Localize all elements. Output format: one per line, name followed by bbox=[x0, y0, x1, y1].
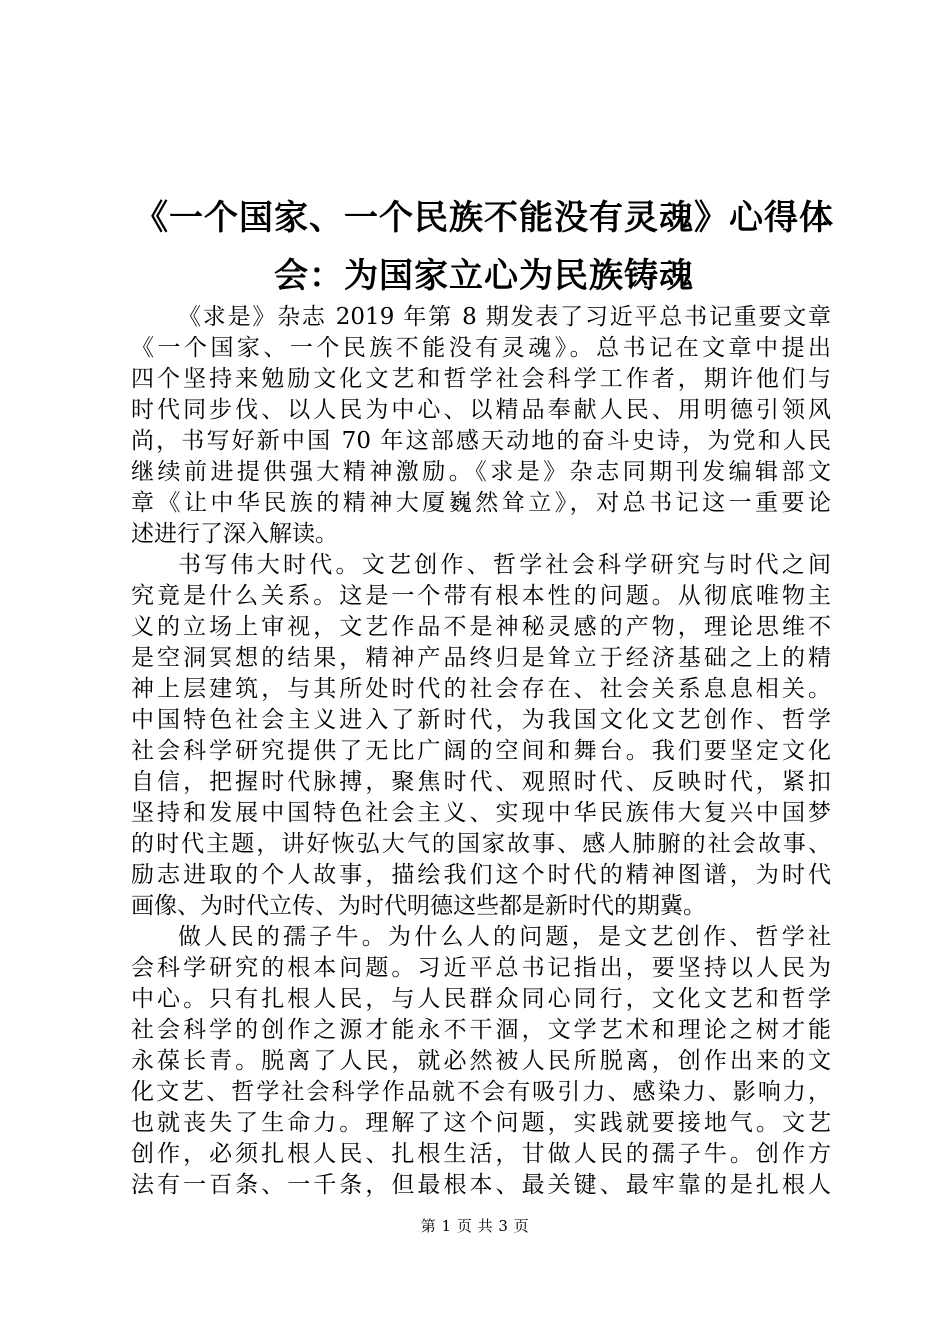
body-line: 时代同步伐、以人民为中心、以精品奉献人民、用明德引领风 bbox=[131, 397, 831, 423]
body-line: 永葆长青。脱离了人民，就必然被人民所脱离，创作出来的文 bbox=[131, 1048, 831, 1074]
body-line: 中心。只有扎根人民，与人民群众同心同行，文化文艺和哲学 bbox=[131, 986, 831, 1012]
body-line: 画像、为时代立传、为时代明德这些都是新时代的期冀。 bbox=[131, 893, 706, 919]
body-line: 会科学研究的根本问题。习近平总书记指出，要坚持以人民为 bbox=[131, 955, 831, 981]
body-line: 坚持和发展中国特色社会主义、实现中华民族伟大复兴中国梦 bbox=[131, 800, 831, 826]
body-line: 自信，把握时代脉搏，聚焦时代、观照时代、反映时代，紧扣 bbox=[131, 769, 831, 795]
body-line: 义的立场上审视，文艺作品不是神秘灵感的产物，理论思维不 bbox=[131, 614, 831, 640]
body-line: 法有一百条、一千条，但最根本、最关键、最牢靠的是扎根人 bbox=[131, 1172, 831, 1198]
body-line: 尚，书写好新中国 70 年这部感天动地的奋斗史诗，为党和人民 bbox=[131, 428, 831, 454]
page-number-footer: 第 1 页 共 3 页 bbox=[420, 1217, 530, 1235]
document-title-line-1: 《一个国家、一个民族不能没有灵魂》心得体 bbox=[134, 198, 834, 238]
body-line: 做人民的孺子牛。为什么人的问题，是文艺创作、哲学社 bbox=[178, 924, 831, 950]
body-line: 中国特色社会主义进入了新时代，为我国文化文艺创作、哲学 bbox=[131, 707, 831, 733]
body-line: 励志进取的个人故事，描绘我们这个时代的精神图谱，为时代 bbox=[131, 862, 831, 888]
body-line: 《一个国家、一个民族不能没有灵魂》。总书记在文章中提出 bbox=[131, 335, 831, 361]
body-line: 社会科学的创作之源才能永不干涸，文学艺术和理论之树才能 bbox=[131, 1017, 831, 1043]
body-line: 也就丧失了生命力。理解了这个问题，实践就要接地气。文艺 bbox=[131, 1110, 831, 1136]
body-line: 述进行了深入解读。 bbox=[131, 521, 338, 547]
body-line: 四个坚持来勉励文化文艺和哲学社会科学工作者，期许他们与 bbox=[131, 366, 831, 392]
body-line: 神上层建筑，与其所处时代的社会存在、社会关系息息相关。 bbox=[131, 676, 831, 702]
body-line: 是空洞冥想的结果，精神产品终归是耸立于经济基础之上的精 bbox=[131, 645, 831, 671]
body-line: 社会科学研究提供了无比广阔的空间和舞台。我们要坚定文化 bbox=[131, 738, 831, 764]
body-line: 创作，必须扎根人民、扎根生活，甘做人民的孺子牛。创作方 bbox=[131, 1141, 831, 1167]
body-line: 继续前进提供强大精神激励。《求是》杂志同期刊发编辑部文 bbox=[131, 459, 831, 485]
body-line: 化文艺、哲学社会科学作品就不会有吸引力、感染力、影响力， bbox=[131, 1079, 831, 1105]
document-title-line-2: 会：为国家立心为民族铸魂 bbox=[274, 256, 694, 296]
body-line: 《求是》杂志 2019 年第 8 期发表了习近平总书记重要文章 bbox=[178, 304, 831, 330]
body-line: 章《让中华民族的精神大厦巍然耸立》，对总书记这一重要论 bbox=[131, 490, 831, 516]
body-line: 书写伟大时代。文艺创作、哲学社会科学研究与时代之间 bbox=[178, 552, 831, 578]
body-line: 的时代主题，讲好恢弘大气的国家故事、感人肺腑的社会故事、 bbox=[131, 831, 831, 857]
body-line: 究竟是什么关系。这是一个带有根本性的问题。从彻底唯物主 bbox=[131, 583, 831, 609]
